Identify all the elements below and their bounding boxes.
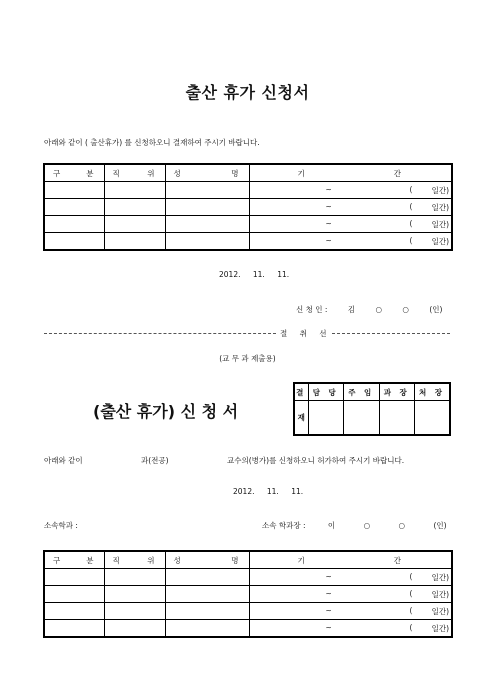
form2-date	[233, 487, 313, 496]
header-period: 기 간	[249, 164, 452, 182]
department-head-line	[262, 520, 473, 531]
position-cell[interactable]	[104, 182, 165, 199]
form1-leave-table	[43, 163, 453, 251]
cut-line-dash-left	[44, 333, 276, 334]
category-cell[interactable]	[44, 216, 104, 233]
form1-date	[219, 270, 299, 279]
category-cell[interactable]	[44, 620, 104, 638]
period-cell[interactable]: ~ ( 일간)	[249, 182, 452, 199]
header-period: 기 간	[249, 551, 452, 569]
position-cell[interactable]	[104, 216, 165, 233]
form2-leave-table	[43, 550, 453, 638]
form2-intro-text	[44, 455, 404, 466]
intro-part-3: 교수의(병가)를 신청하오니 허가하여 주시기 바랍니다.	[227, 456, 405, 465]
name-cell[interactable]	[165, 233, 249, 251]
head-circle-2: ○	[398, 521, 406, 530]
category-cell[interactable]	[44, 182, 104, 199]
period-cell[interactable]: ~ ( 일간)	[249, 233, 452, 251]
date-month: 11.	[252, 270, 265, 279]
category-cell[interactable]	[44, 199, 104, 216]
approval-role-chief: 주 임	[344, 383, 380, 401]
period-cell[interactable]: ~ ( 일간)	[249, 199, 452, 216]
table-row	[44, 199, 452, 216]
position-cell[interactable]	[104, 620, 165, 638]
period-cell[interactable]: ~ ( 일간)	[249, 216, 452, 233]
approval-sign-director[interactable]	[415, 401, 451, 436]
approval-side-top: 결	[294, 383, 308, 401]
name-cell[interactable]	[165, 199, 249, 216]
position-cell[interactable]	[104, 569, 165, 586]
name-cell[interactable]	[165, 182, 249, 199]
header-position: 직 위	[104, 551, 165, 569]
period-cell[interactable]: ~ ( 일간)	[249, 620, 452, 638]
header-position: 직 위	[104, 164, 165, 182]
date-year: 2012.	[233, 487, 255, 496]
date-day: 11.	[277, 270, 290, 279]
category-cell[interactable]	[44, 603, 104, 620]
period-cell[interactable]: ~ ( 일간)	[249, 603, 452, 620]
applicant-name: 김	[347, 305, 356, 314]
date-day: 11.	[291, 487, 304, 496]
table-row	[44, 603, 452, 620]
name-cell[interactable]	[165, 603, 249, 620]
category-cell[interactable]	[44, 586, 104, 603]
header-name: 성 명	[165, 551, 249, 569]
header-category: 구 분	[44, 164, 104, 182]
approval-sign-section-head[interactable]	[379, 401, 415, 436]
applicant-label: 신 청 인 :	[296, 305, 328, 314]
table-row	[44, 569, 452, 586]
submit-note: (교 무 과 제출용)	[219, 354, 276, 363]
header-name: 성 명	[165, 164, 249, 182]
table-row	[44, 586, 452, 603]
approval-role-director: 처 장	[415, 383, 451, 401]
head-name: 이	[327, 521, 336, 530]
approval-sign-chief[interactable]	[344, 401, 380, 436]
approval-role-staff: 담 당	[308, 383, 344, 401]
date-year: 2012.	[219, 270, 241, 279]
approval-side-bottom: 재	[294, 401, 308, 436]
cut-line-label: 절 취 선	[280, 329, 332, 338]
position-cell[interactable]	[104, 586, 165, 603]
form1-title: 출산 휴가 신청서	[185, 83, 310, 102]
form2-table-header	[44, 551, 452, 569]
period-cell[interactable]: ~ ( 일간)	[249, 569, 452, 586]
head-circle-1: ○	[363, 521, 371, 530]
approval-sign-staff[interactable]	[308, 401, 344, 436]
name-cell[interactable]	[165, 569, 249, 586]
applicant-circle-1: ○	[375, 305, 382, 314]
name-cell[interactable]	[165, 586, 249, 603]
period-cell[interactable]: ~ ( 일간)	[249, 586, 452, 603]
table-row	[44, 233, 452, 251]
table-row	[44, 182, 452, 199]
name-cell[interactable]	[165, 620, 249, 638]
category-cell[interactable]	[44, 233, 104, 251]
approval-role-section-head: 과 장	[379, 383, 415, 401]
header-category: 구 분	[44, 551, 104, 569]
form1-applicant-line	[296, 304, 460, 315]
position-cell[interactable]	[104, 233, 165, 251]
department-label: 소속학과 :	[44, 521, 78, 530]
intro-part-2: 과(전공)	[141, 456, 169, 465]
position-cell[interactable]	[104, 199, 165, 216]
date-month: 11.	[266, 487, 279, 496]
approval-box	[293, 382, 451, 436]
position-cell[interactable]	[104, 603, 165, 620]
form1-intro-text: 아래와 같이 ( 출산휴가) 를 신청하오니 결재하여 주시기 바랍니다.	[44, 138, 260, 147]
head-label: 소속 학과장 :	[262, 521, 306, 530]
table-row	[44, 216, 452, 233]
applicant-seal: (인)	[429, 305, 443, 314]
name-cell[interactable]	[165, 216, 249, 233]
form1-table-header	[44, 164, 452, 182]
category-cell[interactable]	[44, 569, 104, 586]
cut-line-dash-right	[332, 333, 450, 334]
cut-line	[44, 328, 450, 338]
table-row	[44, 620, 452, 638]
intro-part-1: 아래와 같이	[44, 456, 83, 465]
form2-title: (출산 휴가) 신 청 서	[93, 402, 239, 421]
applicant-circle-2: ○	[402, 305, 409, 314]
head-seal: (인)	[433, 521, 447, 530]
